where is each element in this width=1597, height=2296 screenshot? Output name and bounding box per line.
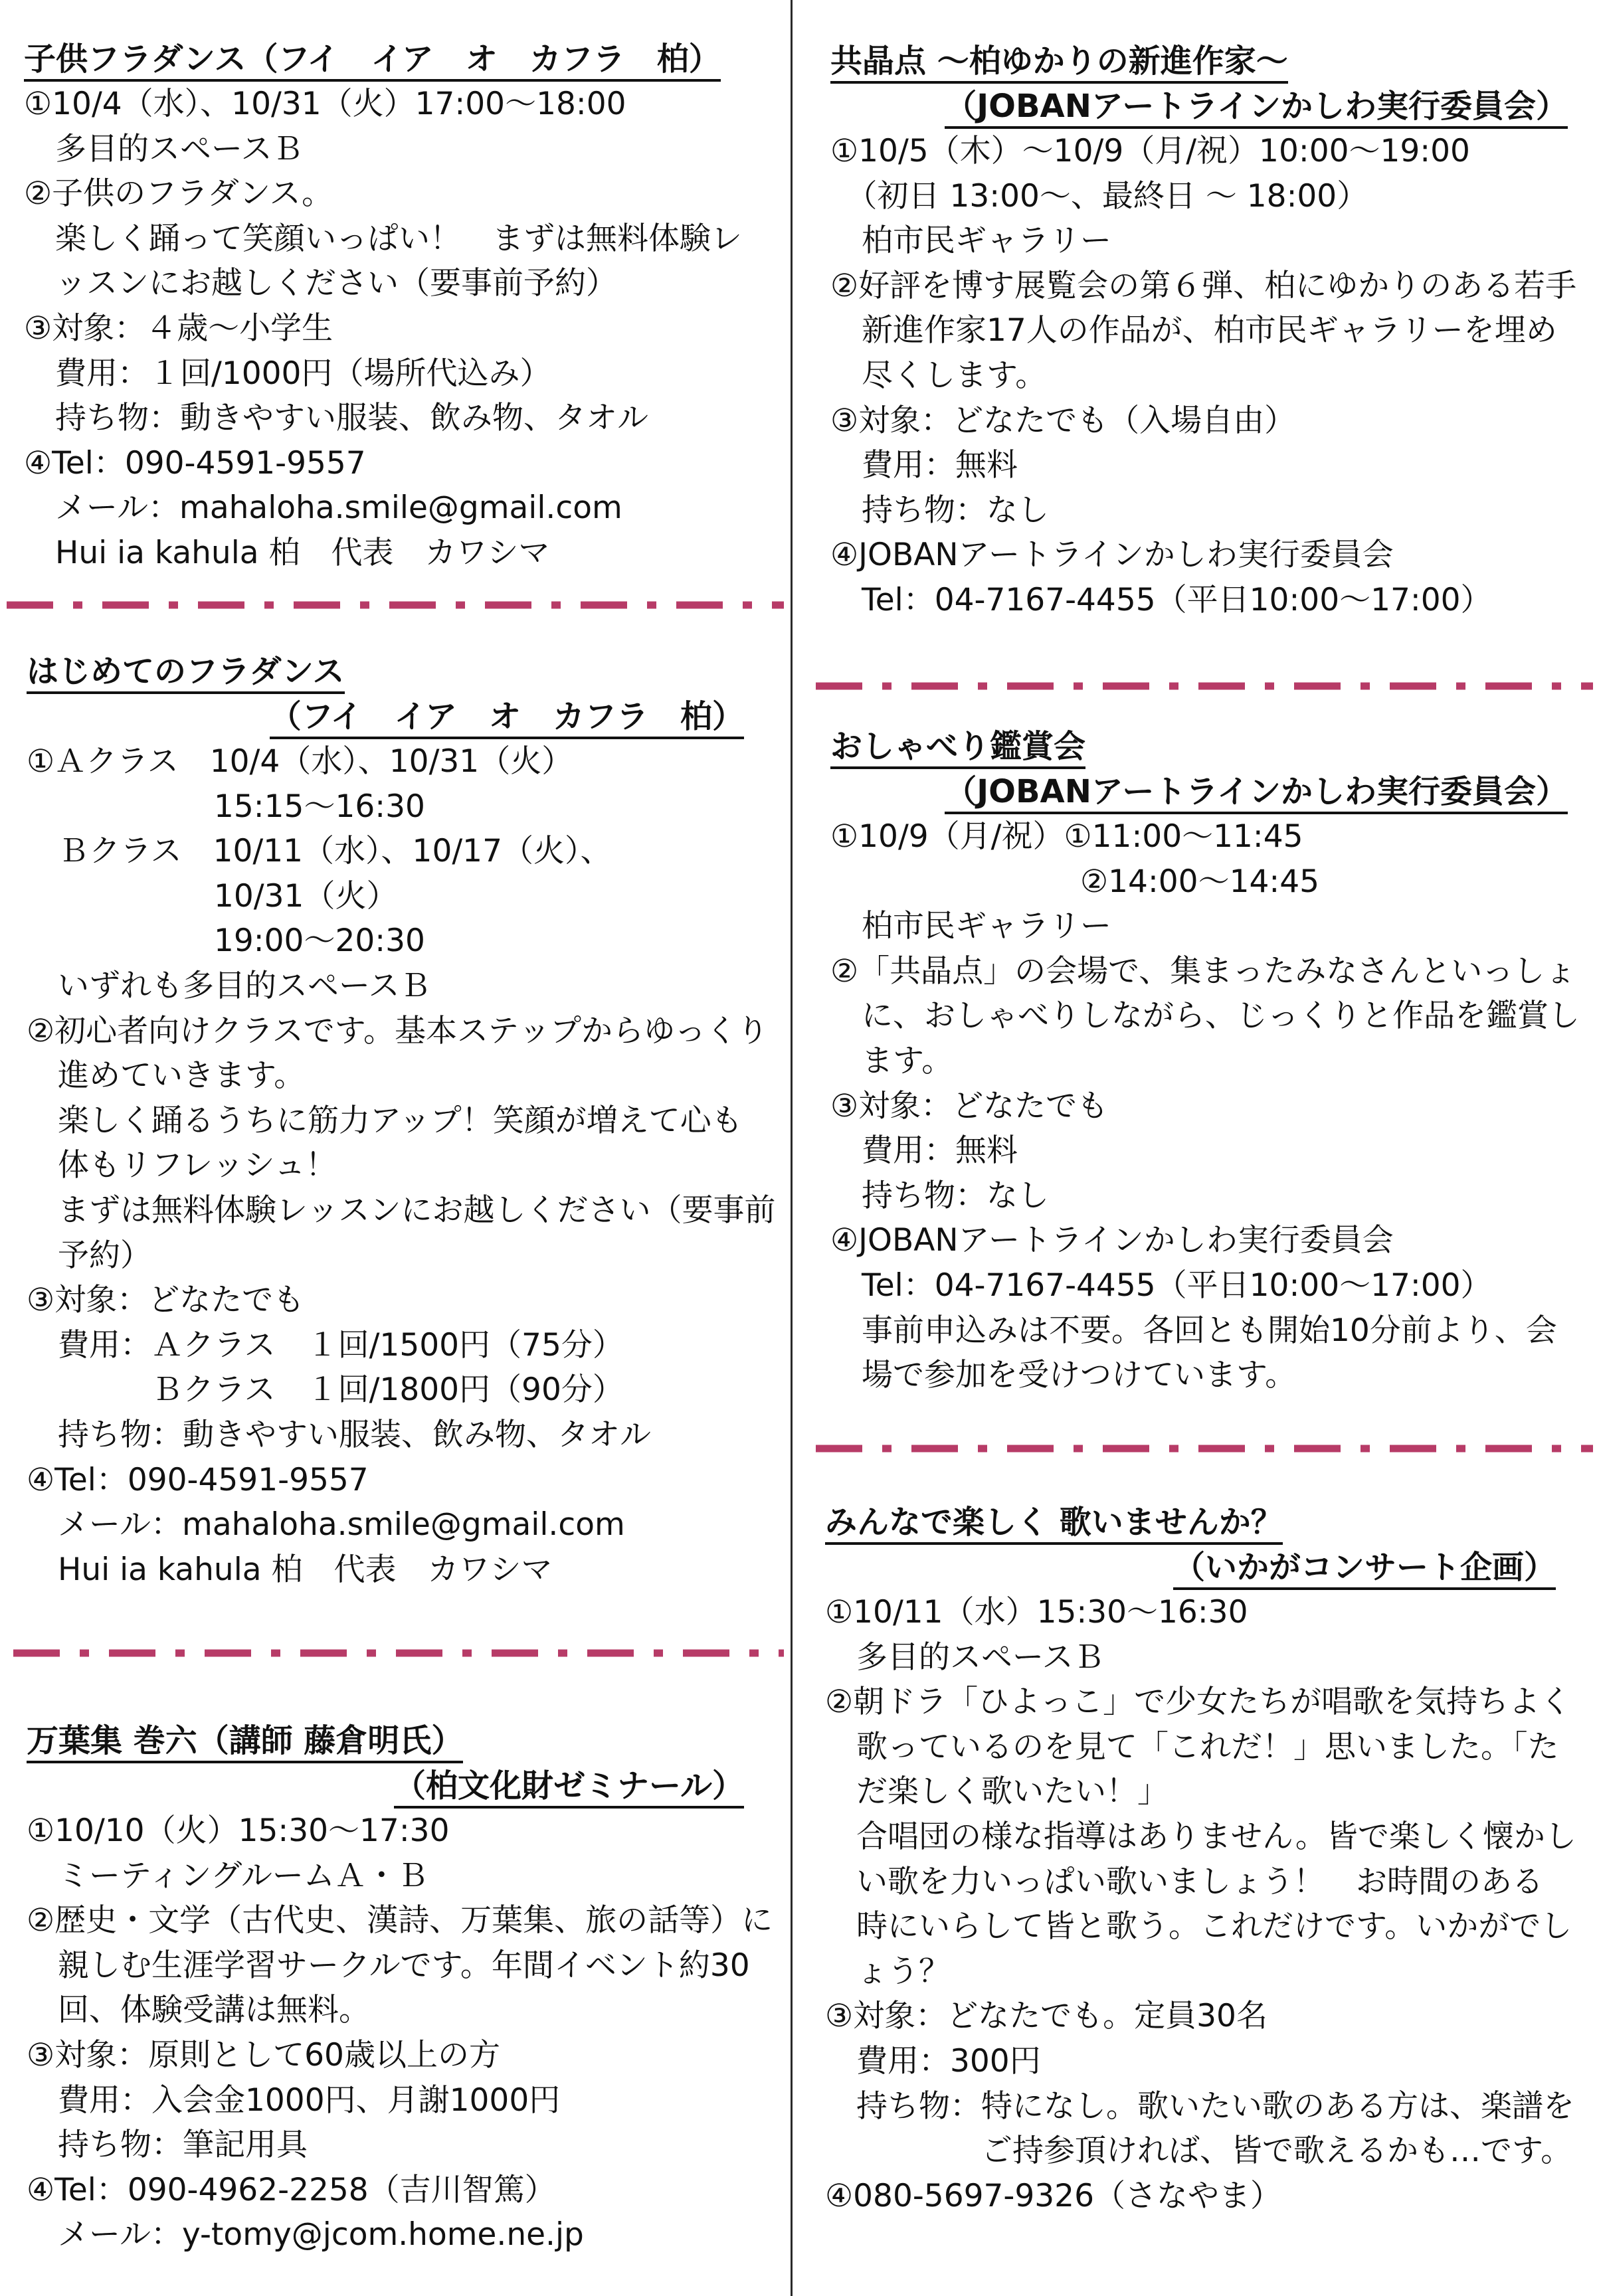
- event-line: ②子供のフラダンス。: [24, 175, 333, 213]
- event-line: 持ち物：動きやすい服装、飲み物、タオル: [27, 1416, 651, 1453]
- event-line: 進めていきます。: [27, 1057, 306, 1095]
- event-line: ②好評を博す展覧会の第６弾、柏にゆかりのある若手: [830, 267, 1577, 304]
- event-line: ます。: [830, 1042, 953, 1079]
- event-line: ①10/5（木）～10/9（月/祝）10:00～19:00: [830, 133, 1470, 169]
- event-line: ご持参頂ければ、皆で歌えるかも…です。: [825, 2133, 1572, 2170]
- event-line: 持ち物：なし: [830, 491, 1049, 529]
- event-line: 費用：無料: [830, 447, 1018, 484]
- event-kids-hula: [24, 37, 781, 576]
- title-text: はじめてのフラダンス: [27, 653, 345, 694]
- title-text: （いかがコンサート企画）: [1173, 1549, 1556, 1590]
- event-line: 体もリフレッシュ！: [27, 1147, 337, 1184]
- title-text: みんなで楽しく 歌いませんか？: [825, 1504, 1283, 1545]
- event-line: 15:15～16:30: [27, 788, 425, 825]
- divider-dashes: [13, 1649, 784, 1657]
- event-line: ミーティングルームＡ・Ｂ: [27, 1857, 428, 1894]
- event-line: 尽くします。: [830, 357, 1047, 394]
- event-line: メール：y-tomy@jcom.home.ne.jp: [27, 2216, 584, 2253]
- event-line: 楽しく踊るうちに筋力アップ！笑顔が増えて心も: [27, 1102, 743, 1139]
- title-text: 子供フラダンス（フイ イア オ カフラ 柏）: [24, 41, 721, 82]
- event-line: 持ち物：なし: [830, 1177, 1049, 1214]
- event-manyoshu: [27, 1718, 773, 2257]
- title-text: おしゃべり鑑賞会: [830, 728, 1085, 769]
- event-line: Ｂクラス 10/11（水）、10/17（火）、: [27, 833, 612, 870]
- event-line: 事前申込みは不要。各回とも開始10分前より、会: [830, 1312, 1557, 1349]
- divider-dashes: [7, 601, 784, 609]
- event-line: 柏市民ギャラリー: [830, 222, 1111, 260]
- event-first-hula: [27, 649, 776, 1592]
- event-line: ①10/11（水）15:30～16:30: [825, 1594, 1248, 1631]
- event-line: 場で参加を受けつけています。: [830, 1357, 1297, 1394]
- event-line: 費用：Ａクラス １回/1500円（75分）: [27, 1326, 624, 1364]
- event-line: 合唱団の様な指導はありません。皆で楽しく懐かし: [825, 1818, 1576, 1855]
- event-line: ③対象：どなたでも（入場自由）: [830, 402, 1296, 439]
- event-line: 持ち物：特になし。歌いたい歌のある方は、楽譜を: [825, 2087, 1574, 2125]
- event-line: 費用：入会金1000円、月謝1000円: [27, 2081, 561, 2119]
- event-line: まずは無料体験レッスンにお越しください（要事前: [27, 1192, 776, 1229]
- event-oshaberi: [830, 724, 1580, 1398]
- event-line: 多目的スペースＢ: [24, 130, 304, 167]
- event-title: [830, 39, 1568, 84]
- column-divider: [791, 0, 793, 2296]
- event-line: いずれも多目的スペースＢ: [27, 967, 431, 1004]
- event-line: ③対象：どなたでも。定員30名: [825, 1998, 1268, 2035]
- event-subtitle: [825, 1545, 1556, 1590]
- event-line: 持ち物：動きやすい服装、飲み物、タオル: [24, 400, 648, 437]
- divider-dashes: [816, 682, 1593, 690]
- event-subtitle: [27, 1763, 744, 1809]
- event-line: 19:00～20:30: [27, 923, 425, 960]
- event-line: Ｂクラス １回/1800円（90分）: [27, 1371, 624, 1409]
- event-line: ②朝ドラ「ひよっこ」で少女たちが唱歌を気持ちよく: [825, 1684, 1572, 1721]
- event-line: Tel：04-7167-4455（平日10:00～17:00）: [830, 581, 1492, 618]
- event-line: ②14:00～14:45: [830, 863, 1320, 900]
- event-line: ④080-5697-9326（さなやま）: [825, 2177, 1281, 2214]
- event-line: だ楽しく歌いたい！」: [825, 1773, 1169, 1810]
- title-text: （フイ イア オ カフラ 柏）: [270, 698, 744, 739]
- event-line: 時にいらして皆と歌う。これだけです。いかがでし: [825, 1908, 1572, 1945]
- event-line: ④Tel：090-4962-2258（吉川智篤）: [27, 2171, 556, 2208]
- event-line: Tel：04-7167-4455（平日10:00～17:00）: [830, 1267, 1492, 1304]
- event-line: ょう？: [825, 1953, 950, 1990]
- event-line: 持ち物：筆記用具: [27, 2127, 308, 2164]
- event-line: ②「共晶点」の会場で、集まったみなさんといっしょ: [830, 952, 1576, 990]
- event-line: 予約）: [27, 1237, 151, 1274]
- event-kyoshoten: [830, 39, 1577, 623]
- event-title: [27, 649, 744, 694]
- event-line: 多目的スペースＢ: [825, 1638, 1105, 1676]
- divider-dashes: [816, 1445, 1593, 1453]
- event-line: ①10/9（月/祝）①11:00～11:45: [830, 818, 1303, 855]
- event-title: [825, 1500, 1556, 1545]
- event-subtitle: [27, 694, 744, 739]
- event-line: メール：mahaloha.smile@gmail.com: [24, 489, 622, 527]
- event-line: ②初心者向けクラスです。基本ステップからゆっくり: [27, 1012, 769, 1049]
- event-line: ④Tel：090-4591-9557: [27, 1461, 369, 1498]
- event-line: 費用：無料: [830, 1132, 1018, 1170]
- event-title: [27, 1718, 744, 1763]
- event-line: に、おしゃべりしながら、じっくりと作品を鑑賞し: [830, 998, 1580, 1035]
- title-text: 万葉集 巻六（講師 藤倉明氏）: [27, 1722, 463, 1763]
- event-line: 回、体験受講は無料。: [27, 1992, 370, 2029]
- event-line: 楽しく踊って笑顔いっぱい！ まずは無料体験レ: [24, 220, 742, 257]
- event-line: ④JOBANアートラインかしわ実行委員会: [830, 1222, 1394, 1259]
- event-line: ③対象：どなたでも: [27, 1282, 305, 1319]
- event-line: ッスンにお越しください（要事前予約）: [24, 265, 617, 302]
- event-subtitle: [830, 769, 1568, 814]
- event-line: ③対象：４歳～小学生: [24, 309, 333, 347]
- event-line: ④JOBANアートラインかしわ実行委員会: [830, 537, 1394, 574]
- event-line: 新進作家17人の作品が、柏市民ギャラリーを埋め: [830, 312, 1557, 349]
- event-line: ②歴史・文学（古代史、漢詩、万葉集、旅の話等）に: [27, 1902, 773, 1939]
- title-text: （JOBANアートラインかしわ実行委員会）: [945, 773, 1568, 814]
- event-minna-uta: [825, 1500, 1576, 2218]
- event-line: 歌っているのを見て「これだ！」思いました。「た: [825, 1728, 1559, 1765]
- title-text: （柏文化財ゼミナール）: [394, 1767, 744, 1809]
- event-line: Hui ia kahula 柏 代表 カワシマ: [27, 1551, 553, 1588]
- event-line: （初日 13:00～、最終日 ～ 18:00）: [830, 177, 1368, 215]
- event-line: ③対象：原則として60歳以上の方: [27, 2036, 500, 2074]
- event-line: ①10/10（火）15:30～17:30: [27, 1812, 450, 1849]
- event-line: Hui ia kahula 柏 代表 カワシマ: [24, 534, 550, 571]
- event-title: [24, 37, 781, 82]
- event-line: 10/31（火）: [27, 877, 398, 915]
- event-title: [830, 724, 1568, 769]
- event-line: 柏市民ギャラリー: [830, 908, 1111, 945]
- event-line: 費用：１回/1000円（場所代込み）: [24, 355, 551, 392]
- event-line: ④Tel：090-4591-9557: [24, 444, 366, 482]
- title-text: 共晶点 ～柏ゆかりの新進作家～: [830, 43, 1288, 84]
- event-line: ①10/4（水）、10/31（火）17:00～18:00: [24, 86, 626, 122]
- event-line: 費用：300円: [825, 2042, 1041, 2079]
- title-text: （JOBANアートラインかしわ実行委員会）: [945, 88, 1568, 129]
- event-line: ③対象：どなたでも: [830, 1087, 1109, 1124]
- event-line: メール：mahaloha.smile@gmail.com: [27, 1506, 625, 1544]
- event-line: 親しむ生涯学習サークルです。年間イベント約30: [27, 1947, 750, 1984]
- event-line: い歌を力いっぱい歌いましょう！ お時間のある: [825, 1863, 1543, 1900]
- event-line: ①Ａクラス 10/4（水）、10/31（火）: [27, 743, 573, 780]
- event-subtitle: [830, 84, 1568, 129]
